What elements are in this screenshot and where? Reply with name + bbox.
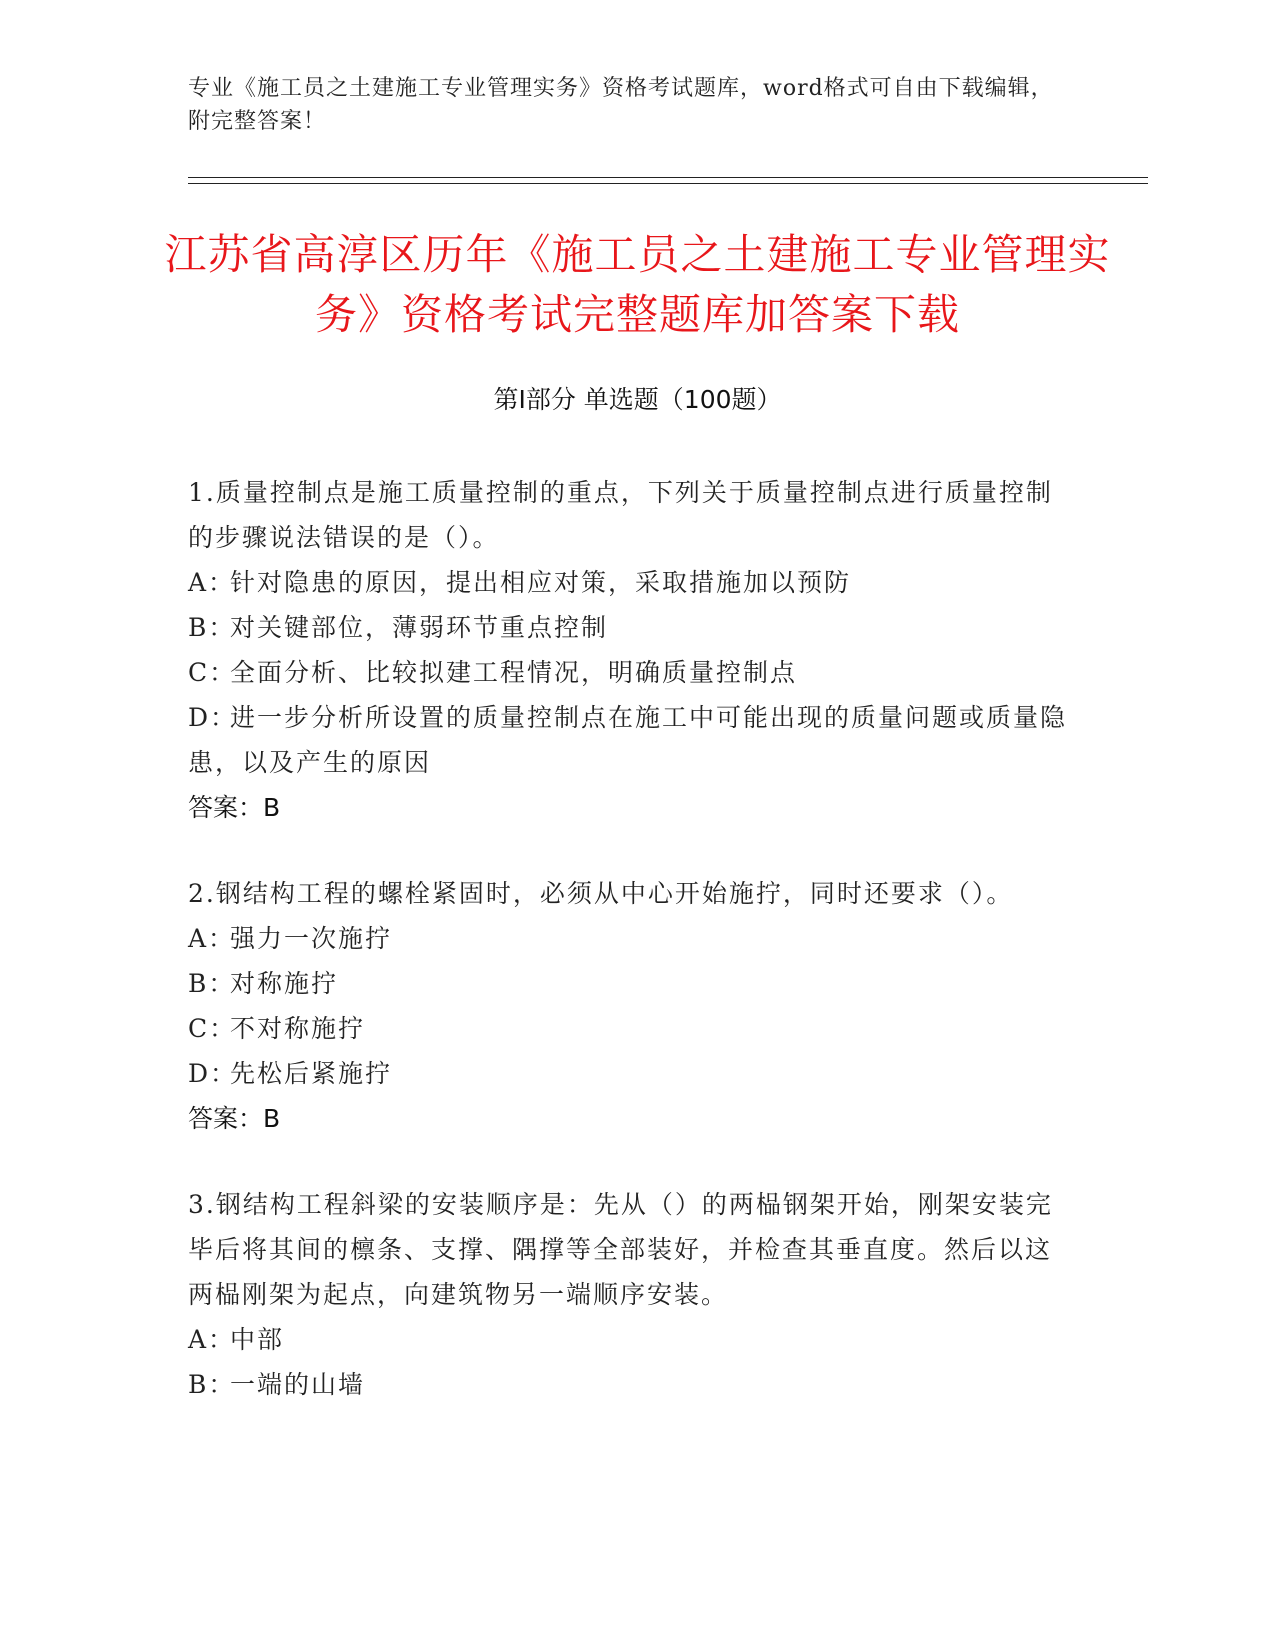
header-rule-top — [188, 177, 1148, 178]
option-d — [188, 695, 1068, 785]
option-b — [188, 961, 1068, 1006]
option-key: A： — [188, 1325, 236, 1354]
option-text: 对关键部位，薄弱环节重点控制 — [230, 613, 609, 642]
document-title: 江苏省高淳区历年《施工员之土建施工专业管理实务》资格考试完整题库加答案下载 — [164, 230, 1111, 339]
option-key: A： — [188, 924, 236, 953]
option-text: 一端的山墙 — [230, 1370, 366, 1399]
question-1 — [188, 470, 1068, 830]
option-text: 不对称施拧 — [230, 1014, 366, 1043]
option-text: 中部 — [230, 1325, 285, 1354]
answer-line: 答案：B — [188, 1104, 281, 1133]
answer-line: 答案：B — [188, 793, 281, 822]
option-text: 先松后紧施拧 — [230, 1059, 393, 1088]
option-a — [188, 1317, 1068, 1362]
option-key: B： — [188, 1370, 236, 1399]
question-3 — [188, 1182, 1068, 1407]
option-a — [188, 560, 1068, 605]
option-c — [188, 1006, 1068, 1051]
question-stem: 2.钢结构工程的螺栓紧固时，必须从中心开始施拧，同时还要求（）。 — [188, 879, 1014, 908]
option-key: D： — [188, 703, 238, 732]
option-text: 强力一次施拧 — [230, 924, 393, 953]
option-text: 全面分析、比较拟建工程情况，明确质量控制点 — [230, 658, 798, 687]
option-a — [188, 916, 1068, 961]
option-text: 针对隐患的原因，提出相应对策，采取措施加以预防 — [230, 568, 852, 597]
option-key: C： — [188, 1014, 237, 1043]
option-text: 对称施拧 — [230, 969, 339, 998]
option-b — [188, 1362, 1068, 1407]
header-rule-bottom — [188, 183, 1148, 184]
option-key: B： — [188, 969, 236, 998]
question-stem: 3.钢结构工程斜梁的安装顺序是：先从（）的两榀钢架开始，刚架安装完毕后将其间的檩条、支撑、隅撑等全部装好，并检查其垂直度。然后以这两榀刚架为起点，向建筑物另一端顺序安装。 — [188, 1190, 1053, 1309]
section-heading: 第Ⅰ部分 单选题（100题） — [493, 385, 782, 414]
header-note: 专业《施工员之土建施工专业管理实务》资格考试题库，word格式可自由下载编辑，附完整答案！ — [188, 76, 1054, 134]
option-key: C： — [188, 658, 237, 687]
option-b — [188, 605, 1068, 650]
option-key: A： — [188, 568, 236, 597]
question-2 — [188, 871, 1068, 1141]
option-text: 进一步分析所设置的质量控制点在施工中可能出现的质量问题或质量隐患，以及产生的原因 — [188, 703, 1068, 777]
option-c — [188, 650, 1068, 695]
option-d — [188, 1051, 1068, 1096]
option-key: B： — [188, 613, 236, 642]
question-list — [188, 470, 1068, 1448]
question-stem: 1.质量控制点是施工质量控制的重点，下列关于质量控制点进行质量控制的步骤说法错误的是（）。 — [188, 478, 1053, 552]
option-key: D： — [188, 1059, 238, 1088]
